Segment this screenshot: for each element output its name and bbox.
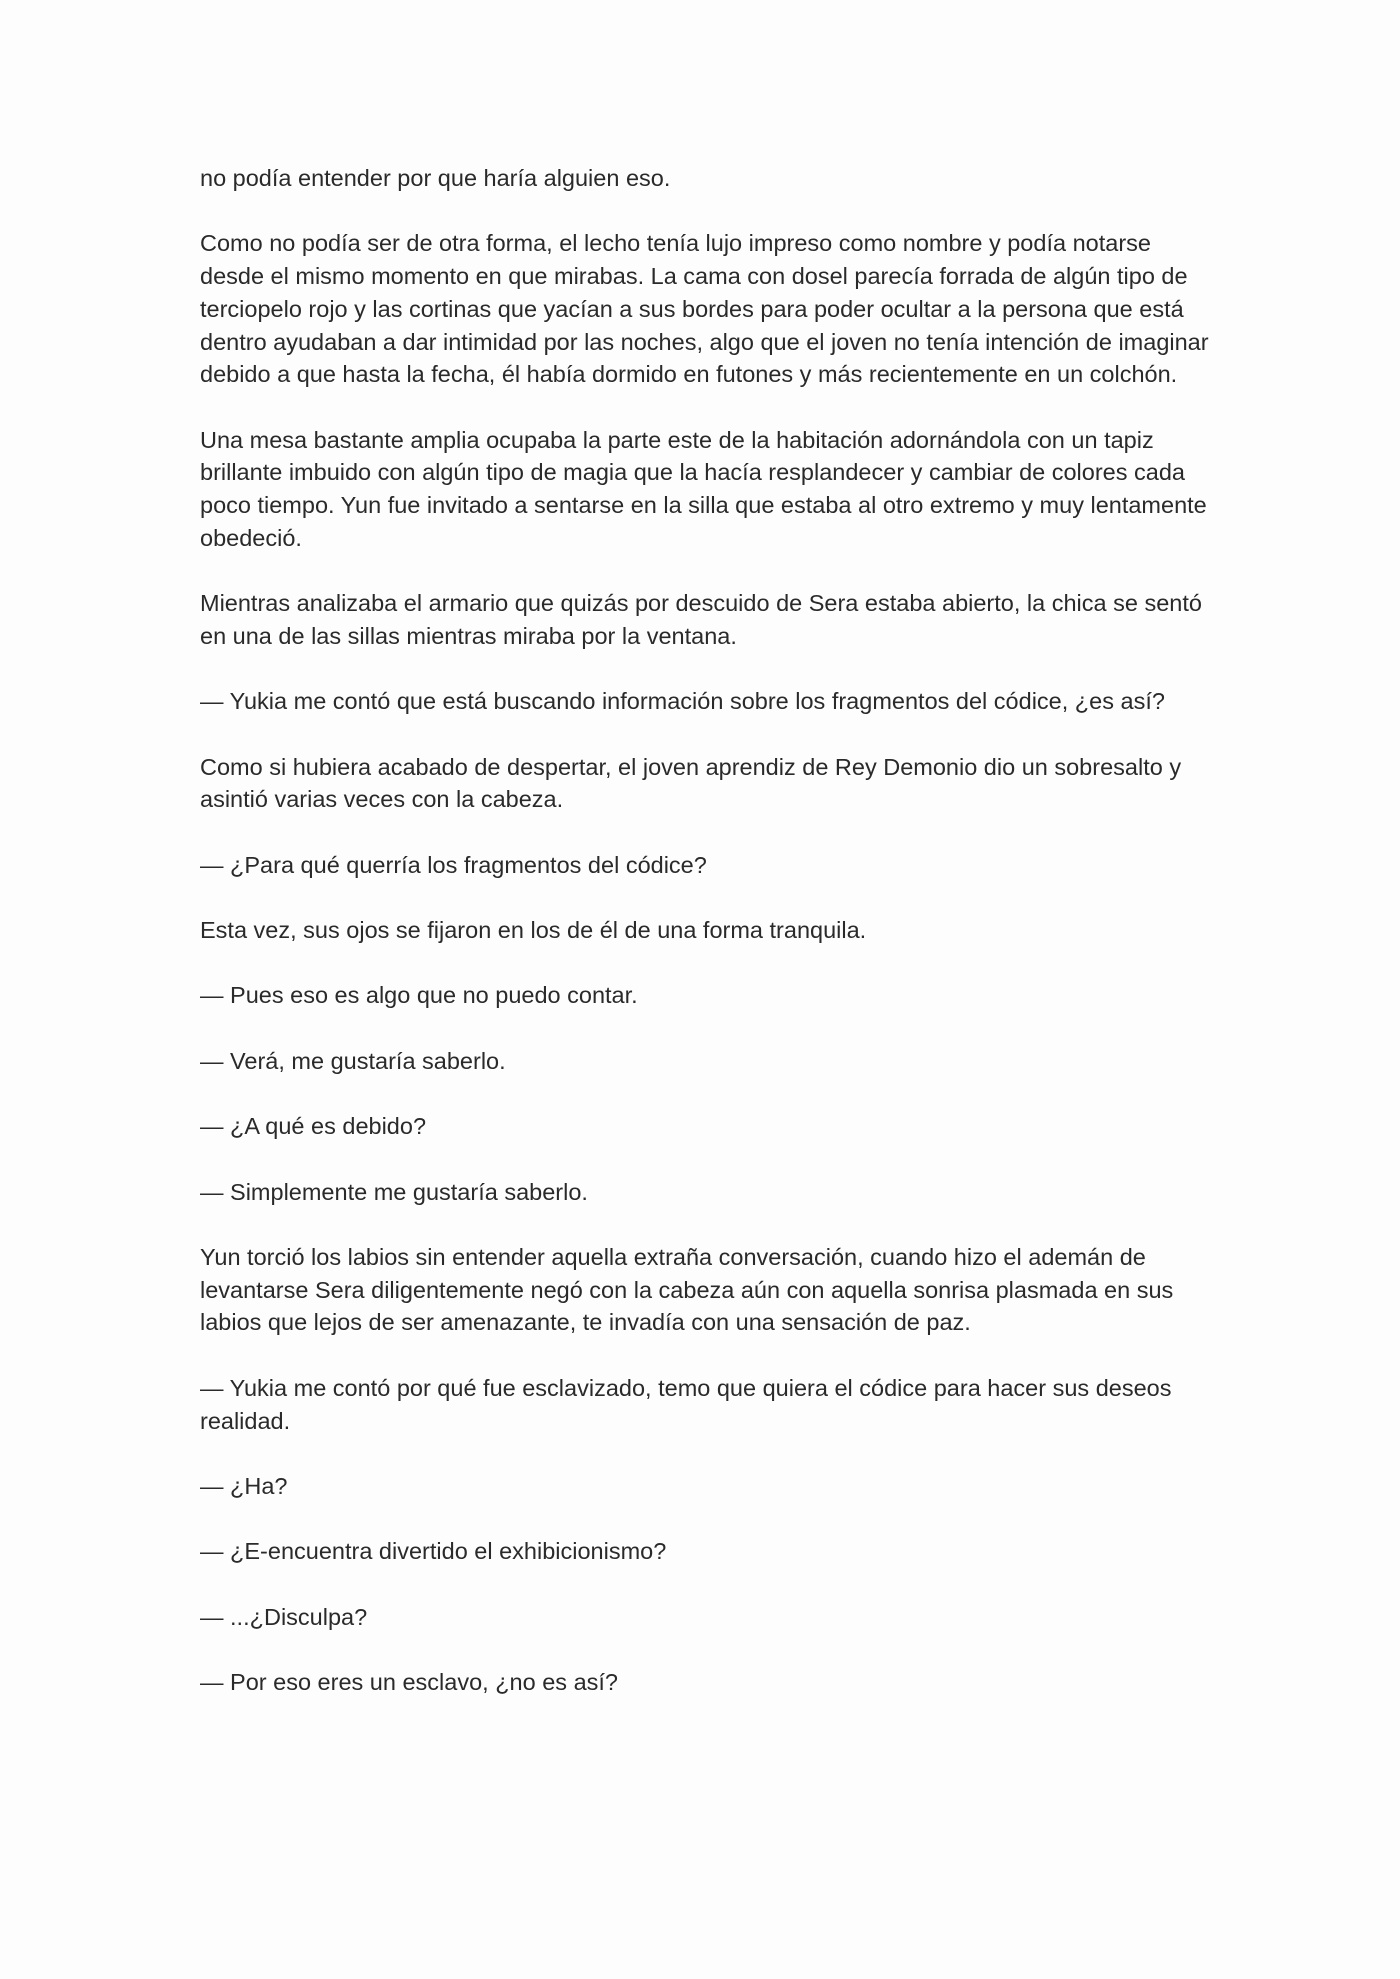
dialogue-line: — Pues eso es algo que no puedo contar. — [200, 982, 638, 1009]
dialogue-line: — ...¿Disculpa? — [200, 1603, 368, 1630]
dialogue-line: — Simplemente me gustaría saberlo. — [200, 1178, 588, 1205]
dialogue-line: — ¿Para qué querría los fragmentos del códice? — [200, 851, 707, 878]
paragraph: Como si hubiera acabado de despertar, el joven aprendiz de Rey Demonio dio un sobresalto y asintió varias veces con la cabeza. — [200, 753, 1182, 813]
paragraph: Yun torció los labios sin entender aquella extraña conversación, cuando hizo el ademán de levantarse Sera diligentemente negó con la cabeza aún con aquella sonrisa plasmada en sus labios que lejos de ser amenazante, te invadía con una sensación de paz. — [200, 1244, 1174, 1336]
dialogue-line: — Por eso eres un esclavo, ¿no es así? — [200, 1669, 618, 1696]
dialogue-line: — ¿A qué es debido? — [200, 1113, 427, 1140]
paragraph: Mientras analizaba el armario que quizás por descuido de Sera estaba abierto, la chica se sentó en una de las sillas mientras miraba por la ventana. — [200, 590, 1202, 649]
dialogue-line: — Verá, me gustaría saberlo. — [200, 1047, 506, 1074]
dialogue-line: — Yukia me contó por qué fue esclavizado, temo que quiera el códice para hacer sus deseos realidad. — [200, 1374, 1172, 1434]
document-page — [200, 162, 1210, 1731]
paragraph: Una mesa bastante amplia ocupaba la parte este de la habitación adornándola con un tapiz brillante imbuido con algún tipo de magia que la hacía resplandecer y cambiar de colores cada poco tiempo. Yun fue invitado a sentarse en la silla que estaba al otro extremo y muy lentamente obedeció. — [200, 426, 1207, 551]
dialogue-line: — ¿Ha? — [200, 1472, 288, 1499]
paragraph: no podía entender por que haría alguien eso. — [200, 165, 671, 191]
paragraph: Esta vez, sus ojos se fijaron en los de él de una forma tranquila. — [200, 917, 867, 944]
paragraph: Como no podía ser de otra forma, el lecho tenía lujo impreso como nombre y podía notarse desde el mismo momento en que mirabas. La cama con dosel parecía forrada de algún tipo de terciopelo rojo y las cortinas que yacían a sus bordes para poder ocultar a la persona que está dentro ayudaban a dar intimidad por las noches, algo que el joven no tenía intención de imaginar debido a que hasta la fecha, él había dormido en futones y más recientemente en un colchón. — [200, 230, 1209, 388]
dialogue-line: — ¿E-encuentra divertido el exhibicionismo? — [200, 1538, 667, 1565]
dialogue-line: — Yukia me contó que está buscando información sobre los fragmentos del códice, ¿es así? — [200, 688, 1165, 715]
